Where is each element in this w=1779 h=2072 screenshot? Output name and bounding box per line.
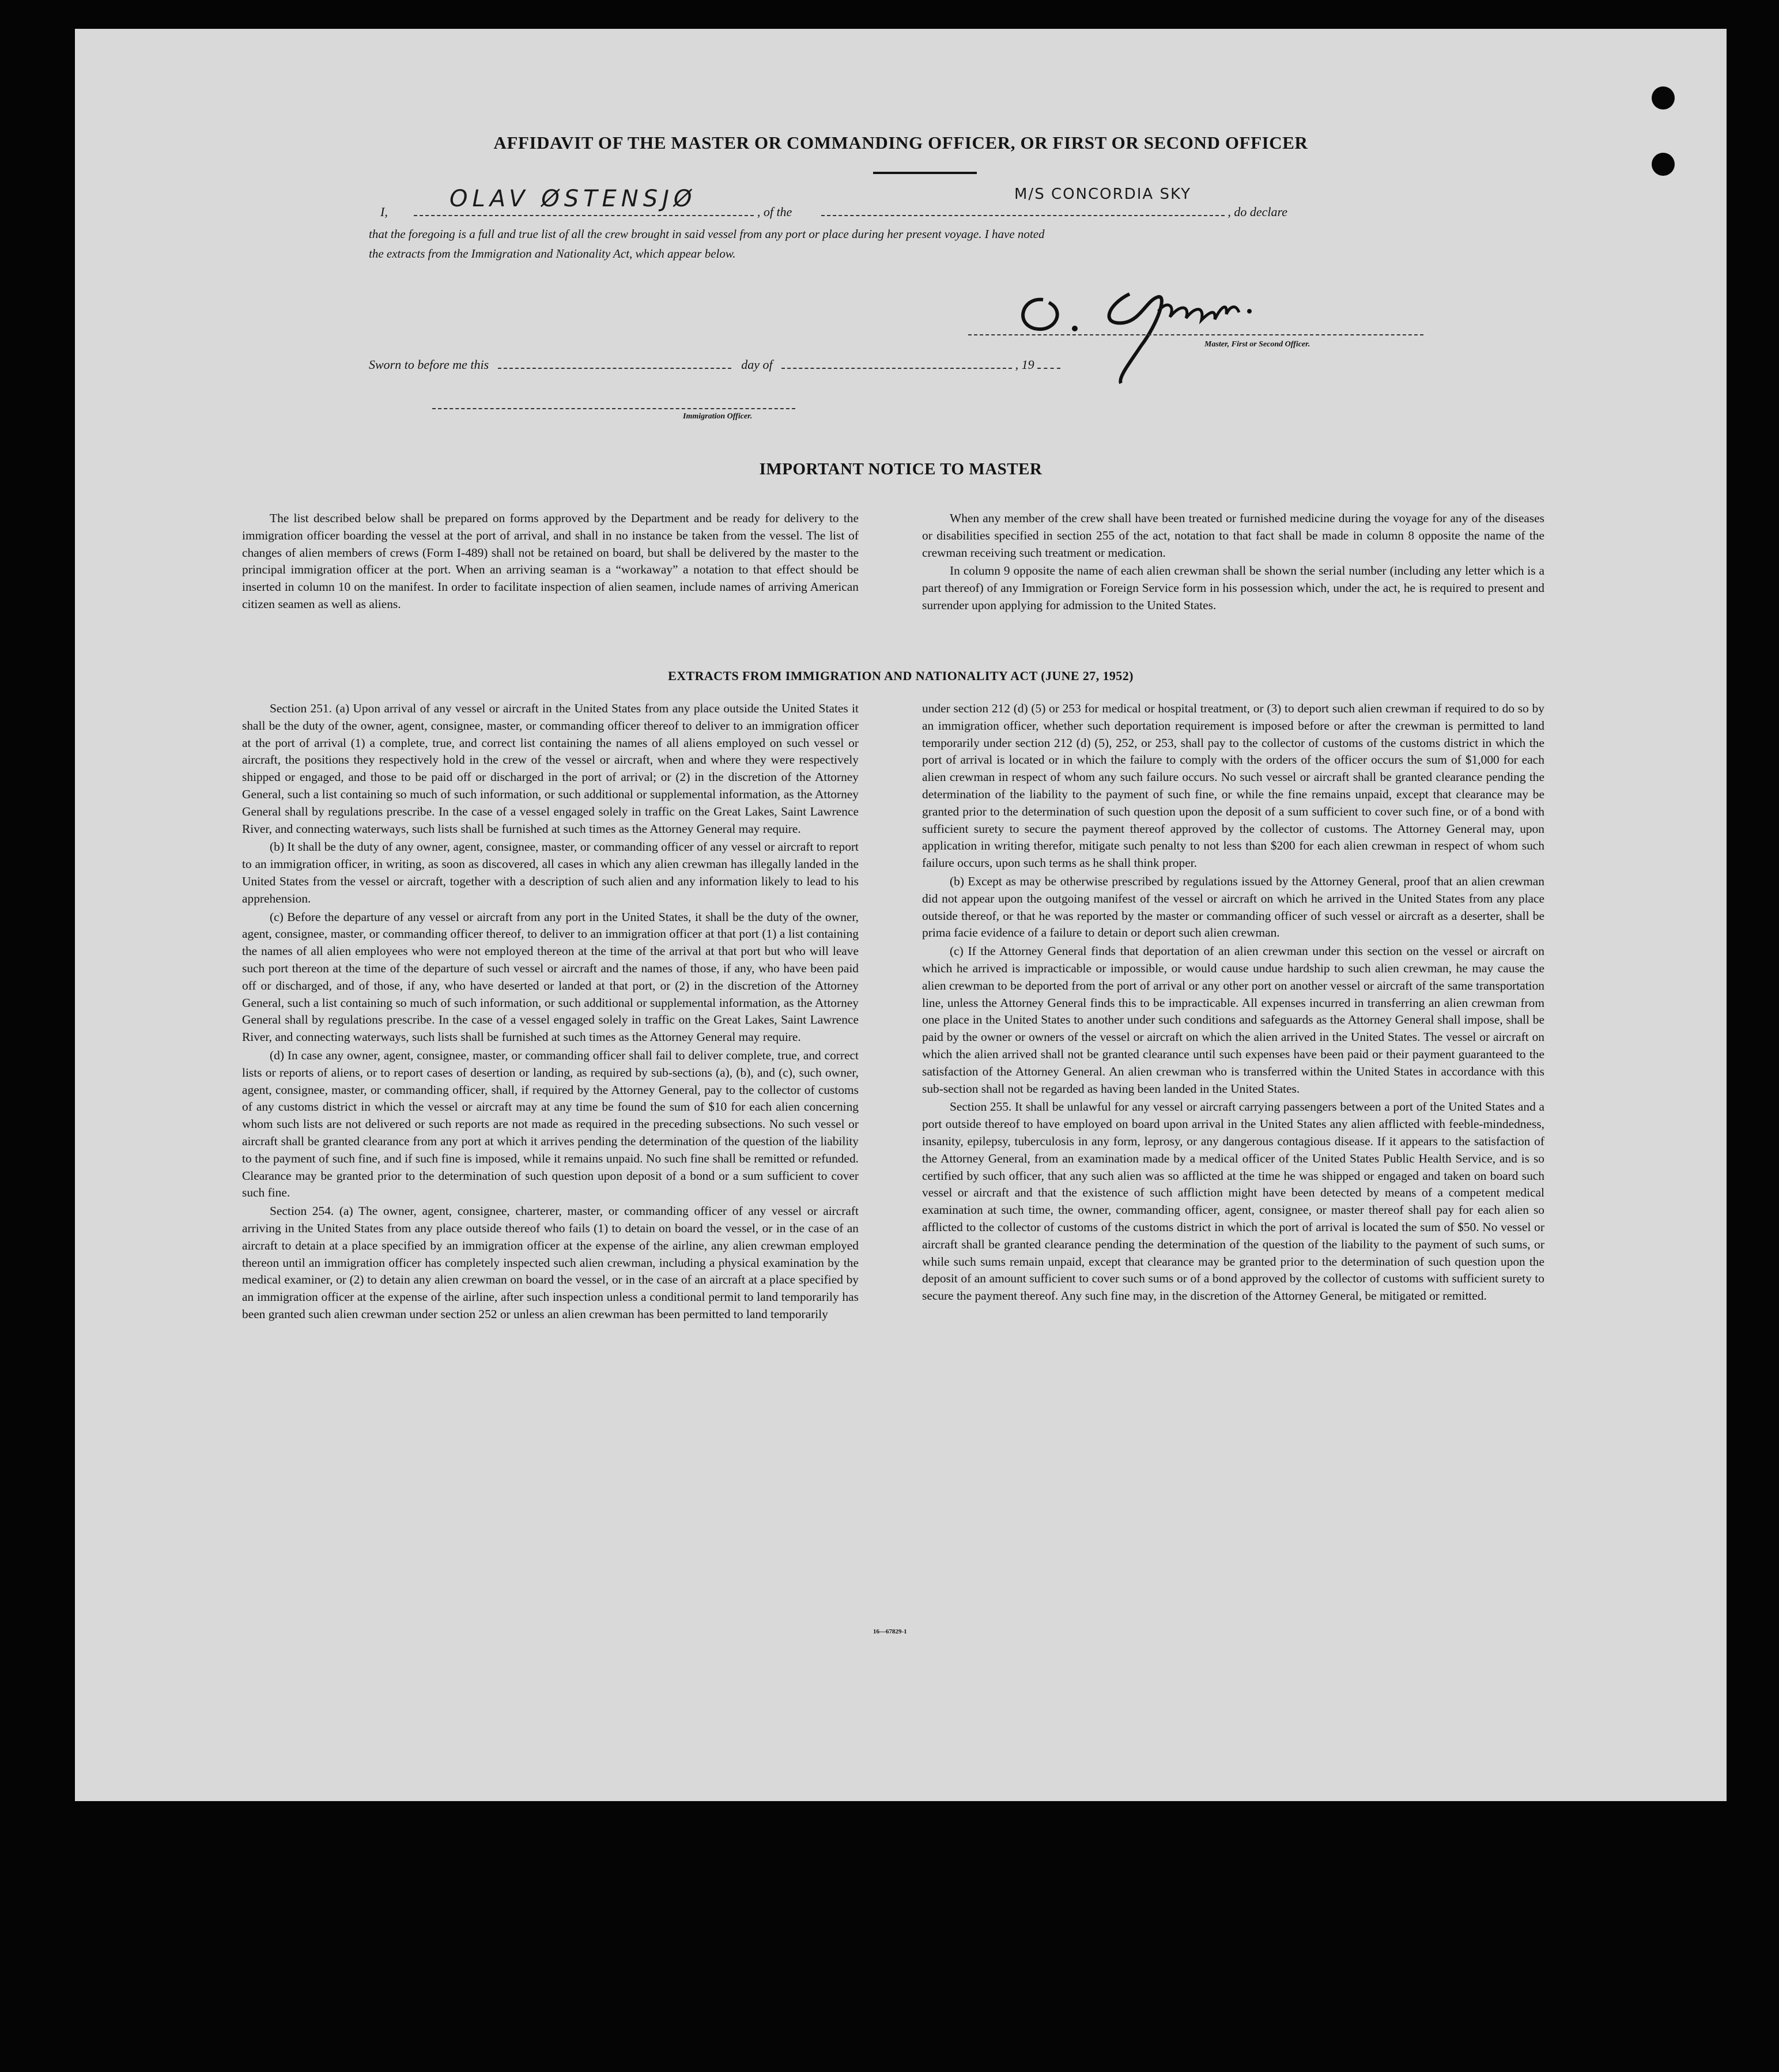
section-254-c: (c) If the Attorney General finds that deportation of an alien crewman under this section on the vessel or aircraft on which he arrived is impracticable or impossible, or would cause undue hardship to such alien crewman, he may cause the alien crewman to be deported from the port of arrival or any other port on another vessel or aircraft of the same transportation line, unless the Attorney General finds this to be impracticable. All expenses incurred in transferring an alien crewman from one place in the United States to another under such conditions and safeguards as the Attorney General shall impose, shall be paid by the owner or owners of the vessel or aircraft on which the alien arrived in the United States. The vessel or aircraft on which the alien arrived shall not be granted clearance until such expenses have been paid or their payment guaranteed to the satisfaction of the Attorney General. An alien crewman who is transferred within the United States in accordance with this sub-section shall not be regarded as having been landed in the United States. <box>922 944 1544 1096</box>
document-page <box>75 29 1727 1801</box>
section-254-a: Section 254. (a) The owner, agent, consignee, charterer, master, or commanding officer of any vessel or aircraft arriving in the United States from any place outside thereof who fails (1) to detain on board the vessel, or in the case of an aircraft to detain at a place specified by an immigration officer at the expense of the airline, any alien crewman employed thereon until an immigration officer has completely inspected such alien crewman, including a physical examination by the medical examiner, or (2) to detain any alien crewman on board the vessel, or in the case of an aircraft at a place specified by an immigration officer at the expense of the airline, after such inspection unless a conditional permit to land temporarily has been granted such alien crewman under section 252 or unless an alien crewman has been permitted to land temporarily <box>242 1204 859 1321</box>
notice-left-paragraph: The list described below shall be prepared on forms approved by the Department and be ready for delivery to the immigration officer boarding the vessel at the port of arrival, and shall in no instance be taken from the vessel. The list of changes of alien members of crews (Form I-489) shall not be retained on board, but shall be delivered by the master to the principal immigration officer at the port. When an arriving seaman is a “workaway” a notation to that effect should be inserted in column 10 on the manifest. In order to facilitate inspection of alien seamen, include names of arriving American citizen seamen as well as aliens. <box>242 511 859 611</box>
section-251-c: (c) Before the departure of any vessel or aircraft from any port in the United States, it shall be the duty of the owner, agent, consignee, master, or commanding officer thereof, to deliver to an immigration officer at that port (1) a list containing the names of all alien employees who were not employed thereon at the time of the arrival at that port but who will leave such port thereon at the time of the departure of such vessel or aircraft and the names of those, if any, who have been paid off or discharged, and of those, if any, who have deserted or landed at that port, or (2) in the discretion of the Attorney General, such a list containing so much of such information, or such additional or supplemental information, as the Attorney General shall by regulations prescribe. In the case of a vessel engaged solely in traffic on the Great Lakes, Saint Lawrence River, and connecting waterways, such lists shall be furnished at such times as the Attorney General may require. <box>242 909 859 1044</box>
notice-right-paragraph-2: In column 9 opposite the name of each alien crewman shall be shown the serial number (including any letter which is a part thereof) of any Immigration or Foreign Service form in his possession which, under the act, he is required to present and surrender upon applying for admission to the United States. <box>922 564 1544 612</box>
section-254-b: (b) Except as may be otherwise prescribed by regulations issued by the Attorney General, proof that an alien crewman did not appear upon the outgoing manifest of the vessel or aircraft on which he arrived in the United States from any place outside thereof, or that he was reported by the master or commanding officer of such vessel or aircraft as a deserter, shall be prima facie evidence of a failure to detain or deport such alien crewman. <box>922 874 1544 940</box>
binder-hole-bottom <box>1652 153 1675 176</box>
section-251-d: (d) In case any owner, agent, consignee, master, or commanding officer shall fail to deliver complete, true, and correct lists or reports of aliens, or to report cases of desertion or landing, as required by sub-sections (a), (b), and (c), such owner, agent, consignee, master, or commanding officer, shall, if required by the Attorney General, pay to the collector of customs of any customs district in which the vessel or aircraft may at any time be found the sum of $10 for each alien concerning whom such lists are not delivered or such reports are not made as required in the preceding subsections. No such vessel or aircraft shall be granted clearance from any port at which it arrives pending the determination of the question of the liability to the payment of such fine, and if such fine is imposed, while it remains unpaid. No such fine shall be remitted or refunded. Clearance may be granted prior to the determination of such question upon deposit of a bond or a sum sufficient to cover such fine. <box>242 1048 859 1200</box>
notice-right-column <box>922 510 1544 616</box>
sworn-month-field <box>781 357 1012 369</box>
title-rule <box>873 172 977 174</box>
notice-title: IMPORTANT NOTICE TO MASTER <box>759 460 1043 478</box>
section-251-b: (b) It shall be the duty of any owner, agent, consignee, master, or commanding officer of any vessel or aircraft to report to an immigration officer, in writing, as soon as discovered, all cases in which any alien crewman has illegally landed in the United States from the vessel or aircraft, together with a description of such alien and any information likely to lead to his apprehension. <box>242 840 859 905</box>
sworn-line <box>369 357 1060 372</box>
vessel-name-field <box>821 205 1225 216</box>
immigration-officer-caption: Immigration Officer. <box>683 412 753 421</box>
pronoun-label: I, <box>380 205 388 219</box>
do-declare-label: , do declare <box>1227 205 1287 219</box>
section-255: Section 255. It shall be unlawful for any vessel or aircraft carrying passengers between a port of the United States and a port outside thereof to have employed on board upon arrival in the United States any alien afflicted with feeble-mindedness, insanity, epilepsy, tuberculosis in any form, leprosy, or any dangerous contagious disease. If it appears to the satisfaction of the Attorney General, from an examination made by a medical officer of the United States Public Health Service, and is so certified by such officer, that any such alien was so afflicted at the time he was shipped or engaged and taken on board such vessel or aircraft and that the existence of such affliction might have been detected by means of a competent medical examination at such time, the owner, commanding officer, agent, consignee, or master thereof shall pay for each alien so afflicted to the collector of customs of the customs district in which the port of arrival is located the sum of $50. No vessel or aircraft shall be granted clearance pending the determination of the question of the liability to the payment of such sums, or while such sums remain unpaid, except that clearance may be granted prior to the determination of such question upon the deposit of an amount sufficient to cover such sums or of a bond approved by the collector of customs with sufficient surety to secure the payment thereof. Any such fine may, in the discretion of the Attorney General, be mitigated or remitted. <box>922 1100 1544 1303</box>
extracts-title: EXTRACTS FROM IMMIGRATION AND NATIONALITY ACT (JUNE 27, 1952) <box>668 669 1134 683</box>
year-label: , 19 <box>1015 357 1034 372</box>
immigration-officer-line <box>432 398 795 409</box>
vessel-name-typed: M/S CONCORDIA SKY <box>1014 186 1191 203</box>
notice-left-column <box>242 510 859 614</box>
day-of-label: day of <box>741 357 773 372</box>
officer-name-handwritten: OLAV ØSTENSJØ <box>450 186 697 212</box>
sworn-year-field <box>1037 357 1060 369</box>
declaration-statement-line1: that the foregoing is a full and true list of all the crew brought in said vessel from any port or place during her present voyage. I have noted <box>369 227 1045 241</box>
extracts-right-column <box>922 700 1544 1306</box>
form-code: 16—67829-1 <box>873 1628 907 1635</box>
signature-caption: Master, First or Second Officer. <box>1204 340 1310 349</box>
affidavit-title: AFFIDAVIT OF THE MASTER OR COMMANDING OFFICER, OR FIRST OR SECOND OFFICER <box>493 133 1308 153</box>
of-the-label: , of the <box>757 205 792 219</box>
signature-line <box>968 324 1423 335</box>
notice-right-paragraph-1: When any member of the crew shall have been treated or furnished medicine during the voyage for any of the diseases or disabilities specified in section 255 of the act, notation to that fact shall be made in column 8 opposite the name of the crewman receiving such treatment or medication. <box>922 511 1544 560</box>
sworn-label: Sworn to before me this <box>369 357 489 372</box>
sworn-day-field <box>498 357 731 369</box>
section-251-a: Section 251. (a) Upon arrival of any vessel or aircraft in the United States from any place outside the United States it shall be the duty of the owner, agent, consignee, master, or commanding officer thereof to deliver to an immigration officer at the port of arrival (1) a complete, true, and correct list containing the names of all aliens employed on such vessel or aircraft, the positions they respectively hold in the crew of the vessel or aircraft, when and where they were respectively shipped or engaged, and those to be paid off or discharged in the port of arrival; or (2) in the discretion of the Attorney General, such a list containing so much of such information, or such additional or supplemental information, as the Attorney General shall by regulations prescribe. In the case of a vessel engaged solely in traffic on the Great Lakes, Saint Lawrence River, and connecting waterways, such lists shall be furnished at such times as the Attorney General may require. <box>242 701 859 836</box>
extracts-left-column <box>242 700 859 1324</box>
section-254-a-continued: under section 212 (d) (5) or 253 for medical or hospital treatment, or (3) to deport such alien crewman if required to do so by an immigration officer, whether such deportation requirement is imposed before or after the crewman is permitted to land temporarily under section 212 (d) (5), 252, or 253, shall pay to the collector of customs of the customs district in which the port of arrival is located or in which the failure to comply with the orders of the officer occurs the sum of $1,000 for each alien crewman in respect of whom any such failure occurs. No such vessel or aircraft shall be granted clearance pending the determination of the liability to the payment of such fine, or while the fine remains unpaid, except that clearance may be granted prior to the determination of such question upon the deposit of a sum sufficient to cover such fine, or of a bond with sufficient surety to secure the payment thereof approved by the collector of customs. The Attorney General may, upon application in writing therefor, mitigate such penalty to not less than $200 for each alien crewman in respect of whom such failure occurs, upon such terms as he shall think proper. <box>922 701 1544 870</box>
declaration-statement-line2: the extracts from the Immigration and Nationality Act, which appear below. <box>369 247 736 261</box>
binder-hole-top <box>1652 86 1675 110</box>
